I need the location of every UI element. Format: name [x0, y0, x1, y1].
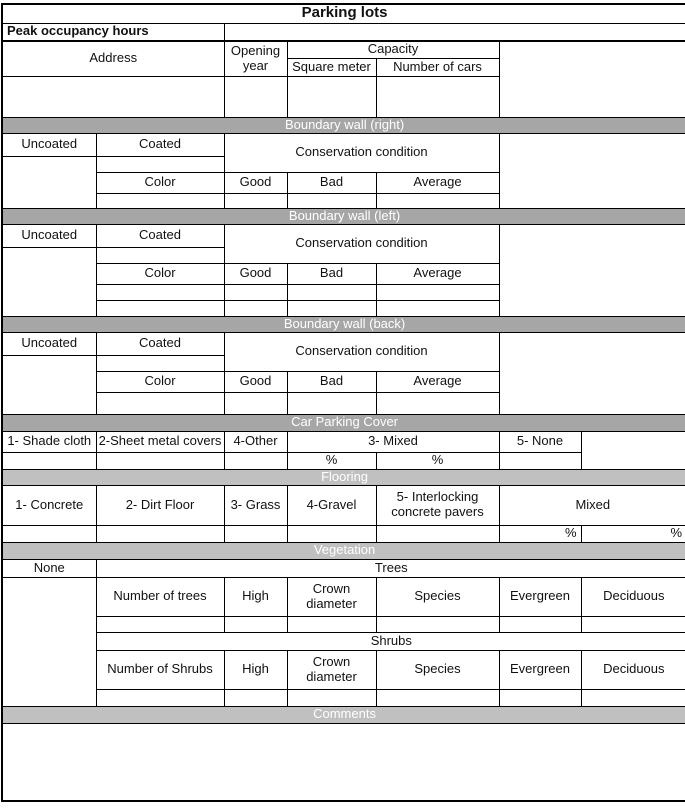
- wall-left-coated-input[interactable]: [96, 247, 224, 263]
- wall-back-average-label: Average: [376, 371, 499, 392]
- wall-back-bad-input[interactable]: [287, 392, 376, 414]
- shrubs-high-label: High: [224, 650, 287, 689]
- shrubs-deciduous-label: Deciduous: [581, 650, 685, 689]
- square-meter-input[interactable]: [287, 76, 376, 117]
- shrubs-high-input[interactable]: [224, 689, 287, 706]
- section-title-flooring: Flooring: [2, 469, 685, 485]
- wall-left-conservation-label: Conservation condition: [224, 224, 499, 263]
- wall-left-uncoated-label: Uncoated: [2, 224, 96, 247]
- wall-left-average-input[interactable]: [376, 284, 499, 300]
- cover-other-label: 4-Other: [224, 431, 287, 452]
- cover-mixed-percent-1[interactable]: %: [287, 452, 376, 469]
- cover-shade-cloth-label: 1- Shade cloth: [2, 431, 96, 452]
- parking-lots-form: [1, 3, 685, 802]
- flooring-mixed-label: Mixed: [499, 485, 685, 525]
- wall-left-color-input[interactable]: [96, 284, 224, 300]
- shrubs-number-input[interactable]: [96, 689, 224, 706]
- flooring-mixed-percent-2[interactable]: %: [581, 525, 685, 542]
- address-input[interactable]: [2, 76, 224, 117]
- wall-right-average-input[interactable]: [376, 193, 499, 208]
- shrubs-evergreen-label: Evergreen: [499, 650, 581, 689]
- cover-sheet-metal-label: 2-Sheet metal covers: [96, 431, 224, 452]
- peak-occupancy-label: Peak occupancy hours: [2, 23, 224, 41]
- opening-year-label: Opening year: [224, 41, 287, 76]
- top-right-empty-cell[interactable]: [499, 41, 685, 117]
- vegetation-none-label: None: [2, 559, 96, 577]
- wall-right-bad-input[interactable]: [287, 193, 376, 208]
- flooring-grass-input[interactable]: [224, 525, 287, 542]
- trees-species-input[interactable]: [376, 616, 499, 632]
- wall-back-coated-input[interactable]: [96, 355, 224, 371]
- wall-back-good-label: Good: [224, 371, 287, 392]
- wall-back-average-input[interactable]: [376, 392, 499, 414]
- shrubs-evergreen-input[interactable]: [499, 689, 581, 706]
- flooring-gravel-label: 4-Gravel: [287, 485, 376, 525]
- wall-right-good-label: Good: [224, 172, 287, 193]
- flooring-grass-label: 3- Grass: [224, 485, 287, 525]
- flooring-concrete-label: 1- Concrete: [2, 485, 96, 525]
- wall-right-side-empty-cell[interactable]: [499, 133, 685, 208]
- trees-crown-diameter-label: Crown diameter: [287, 577, 376, 616]
- cover-sheet-metal-input[interactable]: [96, 452, 224, 469]
- wall-back-uncoated-input[interactable]: [2, 355, 96, 414]
- wall-back-good-input[interactable]: [224, 392, 287, 414]
- wall-right-color-input[interactable]: [96, 193, 224, 208]
- wall-left-bad-input-2[interactable]: [287, 300, 376, 316]
- opening-year-input[interactable]: [224, 76, 287, 117]
- wall-right-coated-input[interactable]: [96, 156, 224, 172]
- cover-none-input[interactable]: [499, 452, 581, 469]
- page-title: Parking lots: [2, 4, 685, 23]
- wall-back-conservation-label: Conservation condition: [224, 332, 499, 371]
- section-title-boundary-wall-right: Boundary wall (right): [2, 117, 685, 133]
- wall-right-bad-label: Bad: [287, 172, 376, 193]
- trees-evergreen-input[interactable]: [499, 616, 581, 632]
- number-of-cars-label: Number of cars: [376, 58, 499, 76]
- cover-none-label: 5- None: [499, 431, 581, 452]
- flooring-concrete-input[interactable]: [2, 525, 96, 542]
- vegetation-trees-label: Trees: [96, 559, 685, 577]
- number-of-cars-input[interactable]: [376, 76, 499, 117]
- wall-left-color-label: Color: [96, 263, 224, 284]
- wall-right-uncoated-label: Uncoated: [2, 133, 96, 156]
- trees-species-label: Species: [376, 577, 499, 616]
- trees-deciduous-label: Deciduous: [581, 577, 685, 616]
- wall-right-uncoated-input[interactable]: [2, 156, 96, 208]
- wall-left-bad-input[interactable]: [287, 284, 376, 300]
- trees-high-input[interactable]: [224, 616, 287, 632]
- wall-left-average-input-2[interactable]: [376, 300, 499, 316]
- section-title-car-parking-cover: Car Parking Cover: [2, 414, 685, 431]
- wall-right-average-label: Average: [376, 172, 499, 193]
- wall-left-side-empty-cell[interactable]: [499, 224, 685, 316]
- shrubs-species-input[interactable]: [376, 689, 499, 706]
- wall-left-good-label: Good: [224, 263, 287, 284]
- square-meter-label: Square meter: [287, 58, 376, 76]
- flooring-mixed-percent-1[interactable]: %: [499, 525, 581, 542]
- flooring-gravel-input[interactable]: [287, 525, 376, 542]
- shrubs-number-label: Number of Shrubs: [96, 650, 224, 689]
- shrubs-crown-diameter-input[interactable]: [287, 689, 376, 706]
- flooring-dirt-floor-input[interactable]: [96, 525, 224, 542]
- wall-left-coated-label: Coated: [96, 224, 224, 247]
- vegetation-none-input[interactable]: [2, 577, 96, 706]
- cover-side-empty-cell[interactable]: [581, 431, 685, 469]
- capacity-label: Capacity: [287, 41, 499, 58]
- wall-right-color-label: Color: [96, 172, 224, 193]
- cover-mixed-percent-2[interactable]: %: [376, 452, 499, 469]
- address-label: Address: [2, 41, 224, 76]
- trees-high-label: High: [224, 577, 287, 616]
- wall-left-uncoated-input[interactable]: [2, 247, 96, 316]
- shrubs-species-label: Species: [376, 650, 499, 689]
- wall-left-average-label: Average: [376, 263, 499, 284]
- wall-back-side-empty-cell[interactable]: [499, 332, 685, 414]
- wall-left-color-input-2[interactable]: [96, 300, 224, 316]
- section-title-boundary-wall-back: Boundary wall (back): [2, 316, 685, 332]
- wall-left-good-input[interactable]: [224, 284, 287, 300]
- section-title-comments: Comments: [2, 706, 685, 723]
- cover-mixed-label: 3- Mixed: [287, 431, 499, 452]
- trees-deciduous-input[interactable]: [581, 616, 685, 632]
- wall-back-color-input[interactable]: [96, 392, 224, 414]
- shrubs-crown-diameter-label: Crown diameter: [287, 650, 376, 689]
- vegetation-shrubs-label: Shrubs: [96, 632, 685, 650]
- trees-number-input[interactable]: [96, 616, 224, 632]
- wall-right-good-input[interactable]: [224, 193, 287, 208]
- wall-back-uncoated-label: Uncoated: [2, 332, 96, 355]
- trees-evergreen-label: Evergreen: [499, 577, 581, 616]
- wall-right-conservation-label: Conservation condition: [224, 133, 499, 172]
- flooring-dirt-floor-label: 2- Dirt Floor: [96, 485, 224, 525]
- cover-shade-cloth-input[interactable]: [2, 452, 96, 469]
- section-title-boundary-wall-left: Boundary wall (left): [2, 208, 685, 224]
- cover-other-input[interactable]: [224, 452, 287, 469]
- trees-crown-diameter-input[interactable]: [287, 616, 376, 632]
- flooring-interlocking-input[interactable]: [376, 525, 499, 542]
- trees-number-label: Number of trees: [96, 577, 224, 616]
- wall-left-good-input-2[interactable]: [224, 300, 287, 316]
- peak-occupancy-input[interactable]: [224, 23, 685, 41]
- wall-back-bad-label: Bad: [287, 371, 376, 392]
- shrubs-deciduous-input[interactable]: [581, 689, 685, 706]
- section-title-vegetation: Vegetation: [2, 542, 685, 559]
- wall-back-color-label: Color: [96, 371, 224, 392]
- wall-left-bad-label: Bad: [287, 263, 376, 284]
- comments-input[interactable]: [2, 723, 685, 801]
- flooring-interlocking-label: 5- Interlocking concrete pavers: [376, 485, 499, 525]
- wall-right-coated-label: Coated: [96, 133, 224, 156]
- wall-back-coated-label: Coated: [96, 332, 224, 355]
